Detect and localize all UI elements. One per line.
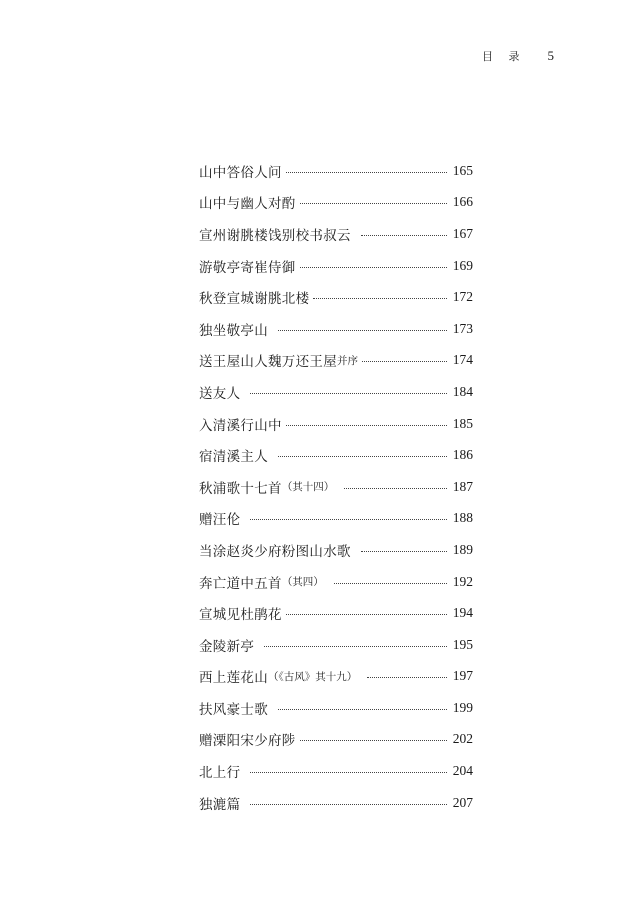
dot-leader xyxy=(344,487,447,489)
toc-entry[interactable] xyxy=(199,724,473,756)
entry-page: 207 xyxy=(452,794,473,810)
entry-title: 游敬亭寄崔侍御 xyxy=(199,259,296,276)
entry-page: 197 xyxy=(452,668,473,684)
toc-entry[interactable] xyxy=(199,471,473,503)
entry-title: 入清溪行山中 xyxy=(199,417,282,434)
entry-page: 187 xyxy=(452,478,473,494)
entry-title: 独漉篇 xyxy=(199,796,241,813)
dot-leader xyxy=(250,518,447,520)
toc-entry[interactable] xyxy=(199,250,473,282)
entry-page: 173 xyxy=(452,320,473,336)
dot-leader xyxy=(278,455,447,457)
toc-entry[interactable] xyxy=(199,566,473,598)
toc-entry[interactable] xyxy=(199,755,473,787)
entry-title: 赠汪伦 xyxy=(199,512,241,529)
dot-leader xyxy=(300,266,447,268)
entry-title: 赠溧阳宋少府陟 xyxy=(199,733,296,750)
dot-leader xyxy=(361,234,447,236)
entry-page: 195 xyxy=(452,636,473,652)
toc-entry[interactable] xyxy=(199,629,473,661)
toc-entry[interactable] xyxy=(199,187,473,219)
entry-page: 199 xyxy=(452,699,473,715)
entry-page: 165 xyxy=(452,162,473,178)
entry-title: 宣州谢朓楼饯别校书叔云 xyxy=(199,227,351,244)
dot-leader xyxy=(361,550,447,552)
entry-page: 202 xyxy=(452,731,473,747)
entry-page: 167 xyxy=(452,225,473,241)
entry-page: 166 xyxy=(452,194,473,210)
toc-entry[interactable] xyxy=(199,155,473,187)
dot-leader xyxy=(286,424,447,426)
dot-leader xyxy=(313,297,447,299)
entry-note: （其四） xyxy=(281,576,324,589)
entry-page: 194 xyxy=(452,605,473,621)
dot-leader xyxy=(250,771,447,773)
entry-page: 169 xyxy=(452,257,473,273)
entry-title: 当涂赵炎少府粉图山水歌 xyxy=(199,543,351,560)
table-of-contents xyxy=(199,155,473,818)
entry-title: 秋登宣城谢朓北楼 xyxy=(199,291,310,308)
toc-entry[interactable] xyxy=(199,534,473,566)
running-header xyxy=(482,48,554,64)
dot-leader xyxy=(367,676,447,678)
section-title: 目 录 xyxy=(482,50,526,63)
dot-leader xyxy=(300,739,447,741)
entry-title: 金陵新亭 xyxy=(199,638,255,655)
entry-page: 204 xyxy=(452,763,473,779)
dot-leader xyxy=(250,392,447,394)
dot-leader xyxy=(300,202,447,204)
dot-leader xyxy=(278,708,447,710)
entry-title: 宿清溪主人 xyxy=(199,449,268,466)
entry-page: 188 xyxy=(452,510,473,526)
entry-title: 扶风豪士歌 xyxy=(199,701,268,718)
toc-entry[interactable] xyxy=(199,218,473,250)
entry-note: （《古风》其十九） xyxy=(268,670,358,683)
page-number: 5 xyxy=(547,48,554,63)
entry-page: 174 xyxy=(452,352,473,368)
entry-title: 宣城见杜鹃花 xyxy=(199,607,282,624)
toc-entry[interactable] xyxy=(199,692,473,724)
entry-title: 山中与幽人对酌 xyxy=(199,196,296,213)
toc-entry[interactable] xyxy=(199,597,473,629)
toc-entry[interactable] xyxy=(199,503,473,535)
entry-page: 186 xyxy=(452,447,473,463)
toc-entry[interactable] xyxy=(199,313,473,345)
entry-title: 北上行 xyxy=(199,765,241,782)
dot-leader xyxy=(286,613,447,615)
toc-entry[interactable] xyxy=(199,281,473,313)
entry-title: 送王屋山人魏万还王屋 xyxy=(199,354,337,371)
entry-title: 山中答俗人问 xyxy=(199,164,282,181)
entry-title: 奔亡道中五首 xyxy=(199,575,282,592)
dot-leader xyxy=(286,171,447,173)
dot-leader xyxy=(362,360,447,362)
entry-page: 184 xyxy=(452,383,473,399)
entry-title: 西上莲花山 xyxy=(199,670,268,687)
dot-leader xyxy=(264,645,447,647)
entry-title: 送友人 xyxy=(199,385,241,402)
dot-leader xyxy=(250,803,447,805)
entry-title: 秋浦歌十七首 xyxy=(199,480,282,497)
toc-entry[interactable] xyxy=(199,787,473,819)
toc-entry[interactable] xyxy=(199,345,473,377)
dot-leader xyxy=(278,329,447,331)
dot-leader xyxy=(334,582,447,584)
entry-page: 192 xyxy=(452,573,473,589)
entry-page: 172 xyxy=(452,289,473,305)
entry-page: 185 xyxy=(452,415,473,431)
toc-entry[interactable] xyxy=(199,439,473,471)
toc-entry[interactable] xyxy=(199,376,473,408)
entry-page: 189 xyxy=(452,541,473,557)
entry-note: 并序 xyxy=(337,354,358,367)
toc-entry[interactable] xyxy=(199,661,473,693)
toc-entry[interactable] xyxy=(199,408,473,440)
entry-title: 独坐敬亭山 xyxy=(199,322,268,339)
entry-note: （其十四） xyxy=(281,481,335,494)
